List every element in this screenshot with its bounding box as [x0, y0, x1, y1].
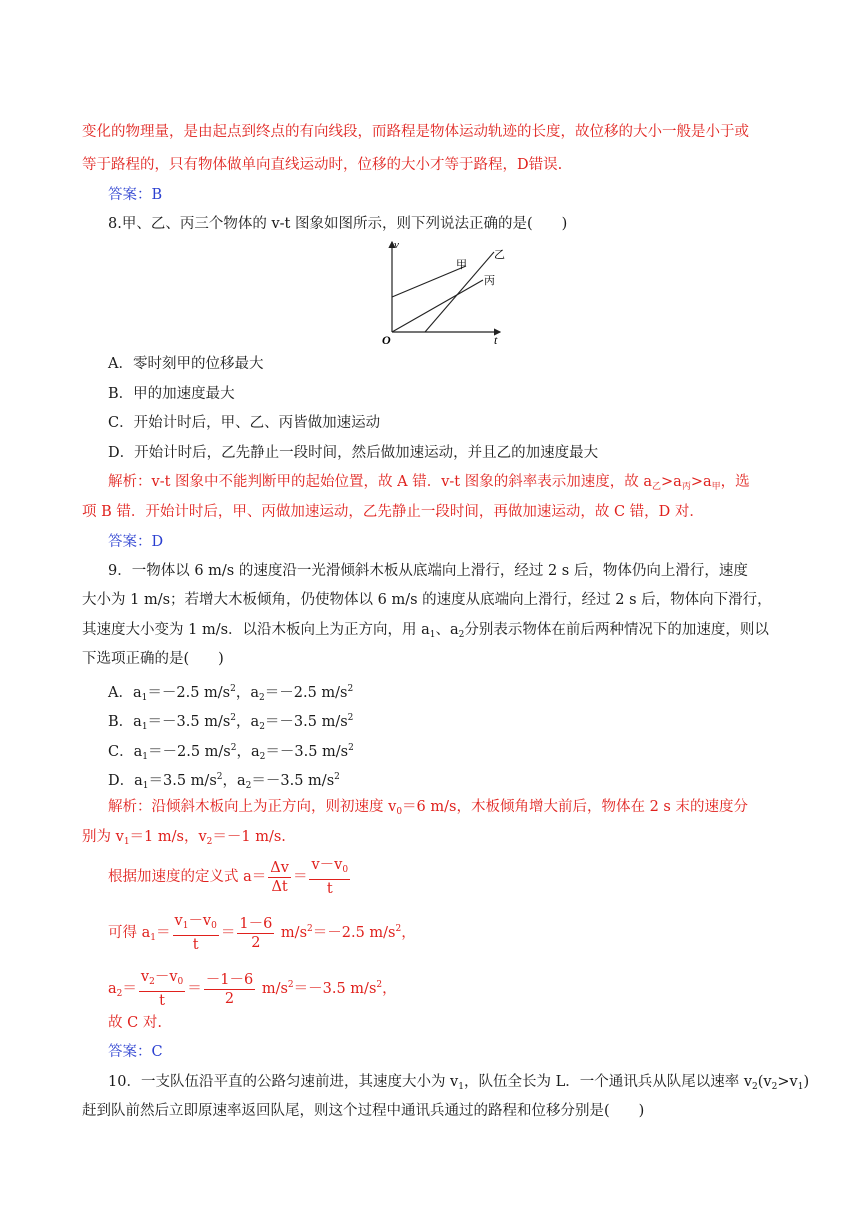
subscript: 1: [182, 921, 189, 931]
option-text: ＝3.5 m/s: [148, 773, 217, 789]
answer-line: [108, 532, 163, 552]
analysis-text: 根据加速度的定义式 a＝: [108, 869, 267, 885]
superscript: 2: [216, 772, 223, 782]
option-text: ＝－2.5 m/s: [147, 685, 231, 701]
superscript: 2: [395, 924, 402, 934]
conclusion-line: 故 C 对.: [108, 1015, 162, 1031]
stem-text: 其速度大小变为 1 m/s．以沿木板向上为正方向，用 a: [82, 622, 430, 638]
calc-line-1: [108, 912, 416, 954]
numerator-text: －v: [154, 969, 178, 985]
option-text: C．a: [108, 744, 143, 760]
x-axis-label: t: [494, 333, 498, 347]
line-jia: [392, 266, 466, 297]
subscript: 2: [259, 722, 265, 732]
fraction: [268, 859, 291, 896]
subscript: 2: [259, 752, 266, 762]
numerator-text: －v: [188, 913, 212, 929]
y-axis-label: v: [394, 239, 399, 251]
analysis-text: a: [108, 981, 117, 997]
question-9-analysis-line: [108, 797, 748, 822]
analysis-label: 解析：: [108, 474, 152, 490]
analysis-text: m/s: [276, 925, 308, 941]
question-8-option-a: A．零时刻甲的位移最大: [108, 356, 264, 372]
option-text: ，a: [236, 714, 260, 730]
answer-value: D: [151, 534, 164, 550]
explanation-line: 变化的物理量，是由起点到终点的有向线段，而路程是物体运动轨迹的长度，故位移的大小一般是小于或: [82, 124, 749, 140]
stem-text: >v: [777, 1074, 798, 1090]
question-10-stem: 赶到队前然后立即原速率返回队尾，则这个过程中通讯兵通过的路程和位移分别是( ): [82, 1103, 645, 1119]
equals-sign: ＝: [187, 981, 202, 997]
subscript: 2: [259, 693, 265, 703]
subscript: 1: [458, 1082, 464, 1092]
superscript: 2: [348, 743, 354, 753]
fraction-numerator: [173, 912, 219, 936]
fraction: [309, 856, 350, 898]
explanation-line: 等于路程的，只有物体做单向直线运动时，位移的大小才等于路程，D错误.: [82, 157, 563, 173]
analysis-text: ＝－3.5 m/s: [293, 981, 377, 997]
subscript: 2: [771, 1082, 778, 1092]
option-text: ，a: [236, 744, 260, 760]
subscript: 1: [150, 933, 156, 943]
fraction-numerator: [139, 968, 185, 992]
fraction-denominator: t: [326, 881, 333, 897]
subscript: 2: [116, 989, 123, 999]
fraction-numerator: －1－6: [205, 971, 254, 988]
stem-text: 10．一支队伍沿平直的公路匀速前进，其速度大小为 v: [108, 1074, 459, 1090]
stem-text: 、a: [435, 622, 459, 638]
question-9-option-a: [108, 679, 353, 708]
option-text: ，a: [235, 685, 259, 701]
question-10-stem: [108, 1072, 809, 1097]
subscript: 1: [123, 837, 130, 847]
definition-line: [108, 856, 352, 898]
subscript: 2: [752, 1082, 758, 1092]
question-8-option-c: C．开始计时后，甲、乙、丙皆做加速运动: [108, 415, 381, 431]
subscript: 1: [797, 1082, 804, 1092]
subscript: 0: [396, 807, 403, 817]
fraction-denominator: 2: [251, 934, 261, 951]
answer-label: 答案：: [108, 534, 152, 550]
option-text: ＝－3.5 m/s: [264, 714, 348, 730]
answer-line: [108, 185, 162, 205]
fraction-denominator: t: [192, 937, 199, 953]
analysis-label: 解析：: [108, 799, 152, 815]
subscript: 2: [206, 837, 213, 847]
subscript: 丙: [681, 482, 691, 492]
fraction-denominator: 2: [224, 990, 235, 1007]
superscript: 2: [347, 713, 354, 723]
question-9-stem: 下选项正确的是( ): [82, 651, 224, 667]
superscript: 2: [287, 980, 294, 990]
subscript: 0: [211, 921, 217, 931]
label-jia: 甲: [456, 258, 467, 271]
fraction: [237, 915, 274, 952]
option-text: ＝－2.5 m/s: [147, 744, 231, 760]
superscript: 2: [230, 684, 236, 694]
option-text: ＝－3.5 m/s: [147, 714, 231, 730]
analysis-text: 沿倾斜木板向上为正方向，则初速度 v: [151, 799, 397, 815]
fraction-numerator: 1－6: [239, 915, 273, 932]
analysis-text: >a: [690, 474, 712, 490]
question-9-option-b: [108, 708, 353, 737]
stem-text: ): [803, 1074, 810, 1090]
superscript: 2: [307, 924, 313, 934]
analysis-text: ＝6 m/s，木板倾角增大前后，物体在 2 s 末的速度分: [402, 799, 748, 815]
equals-sign: ＝: [292, 869, 308, 885]
analysis-text: m/s: [257, 981, 288, 997]
question-9-option-d: [108, 767, 340, 796]
subscript: 2: [458, 630, 465, 640]
superscript: 2: [347, 684, 354, 694]
option-text: ＝－3.5 m/s: [251, 773, 335, 789]
superscript: 2: [376, 980, 383, 990]
analysis-text: ，选: [720, 474, 750, 490]
answer-value: B: [151, 187, 163, 203]
question-8-stem: 8.甲、乙、丙三个物体的 v-t 图象如图所示，则下列说法正确的是( ): [108, 216, 568, 232]
subscript: 1: [142, 781, 149, 791]
equals-sign: ＝: [156, 925, 171, 941]
analysis-text: ＝－1 m/s.: [212, 829, 286, 845]
numerator-text: v: [174, 913, 183, 929]
line-bing: [392, 280, 483, 332]
option-text: B．a: [108, 714, 142, 730]
question-8-option-d: D．开始计时后，乙先静止一段时间，然后做加速运动，并且乙的加速度最大: [108, 445, 599, 461]
calc-line-2: [108, 968, 397, 1010]
analysis-text: v-t 图象中不能判断甲的起始位置，故 A 错．v-t 图象的斜率表示加速度，故 a: [151, 474, 652, 490]
subscript: 1: [141, 722, 148, 732]
question-8-analysis-line: 项 B 错．开始计时后，甲、丙做加速运动，乙先静止一段时间，再做加速运动，故 C 错，D 对．: [82, 504, 704, 520]
question-9-analysis-line: [82, 827, 286, 852]
analysis-text: ＝1 m/s，v: [129, 829, 207, 845]
answer-label: 答案：: [108, 1044, 152, 1060]
subscript: 乙: [652, 482, 662, 492]
superscript: 2: [230, 713, 237, 723]
subscript: 1: [429, 630, 436, 640]
subscript: 2: [245, 781, 252, 791]
fraction-denominator: t: [159, 993, 165, 1009]
fraction-numerator: Δv: [270, 859, 289, 876]
option-text: ＝－3.5 m/s: [265, 744, 349, 760]
subscript: 1: [142, 752, 148, 762]
analysis-text: 别为 v: [82, 829, 124, 845]
fraction-denominator: Δt: [271, 878, 288, 895]
question-8-analysis-line: [108, 472, 750, 497]
subscript: 0: [177, 977, 184, 987]
superscript: 2: [230, 743, 237, 753]
analysis-text: 可得 a: [108, 925, 151, 941]
option-text: ＝－2.5 m/s: [264, 685, 348, 701]
origin-label: O: [382, 333, 391, 347]
answer-value: C: [151, 1044, 163, 1060]
superscript: 2: [334, 772, 340, 782]
label-bing: 丙: [484, 274, 495, 287]
option-text: A．a: [108, 685, 142, 701]
stem-text: (v: [757, 1074, 772, 1090]
question-9-stem: [82, 620, 769, 645]
fraction: [173, 912, 219, 954]
stem-text: 分别表示物体在前后两种情况下的加速度，则以: [464, 622, 769, 638]
fraction: [139, 968, 185, 1010]
analysis-text: >a: [661, 474, 682, 490]
question-8-option-b: B．甲的加速度最大: [108, 386, 235, 402]
equals-sign: ＝: [122, 981, 137, 997]
analysis-text: ＝－2.5 m/s: [312, 925, 396, 941]
equals-sign: ＝: [220, 925, 236, 941]
answer-line: [108, 1042, 163, 1062]
question-9-stem: 9．一物体以 6 m/s 的速度沿一光滑倾斜木板从底端向上滑行，经过 2 s 后，物体仍向上滑行，速度: [108, 563, 748, 579]
subscript: 2: [149, 977, 155, 987]
vt-graph: [378, 238, 508, 348]
subscript: 0: [342, 865, 349, 875]
question-9-option-c: [108, 738, 354, 767]
fraction-numerator: [309, 856, 350, 880]
option-text: D．a: [108, 773, 143, 789]
fraction: [204, 971, 255, 1008]
analysis-text: ，: [401, 925, 416, 941]
numerator-text: v－v: [311, 857, 343, 873]
subscript: 甲: [711, 482, 721, 492]
subscript: 1: [141, 693, 148, 703]
question-9-stem: 大小为 1 m/s；若增大木板倾角，仍使物体以 6 m/s 的速度从底端向上滑行，经过 2 s 后，物体向下滑行，: [82, 592, 772, 608]
answer-label: 答案：: [108, 187, 152, 203]
stem-text: ，队伍全长为 L．一个通讯兵从队尾以速率 v: [463, 1074, 753, 1090]
analysis-text: ，: [382, 981, 397, 997]
option-text: ，a: [222, 773, 246, 789]
numerator-text: v: [140, 969, 150, 985]
label-yi: 乙: [494, 248, 505, 261]
